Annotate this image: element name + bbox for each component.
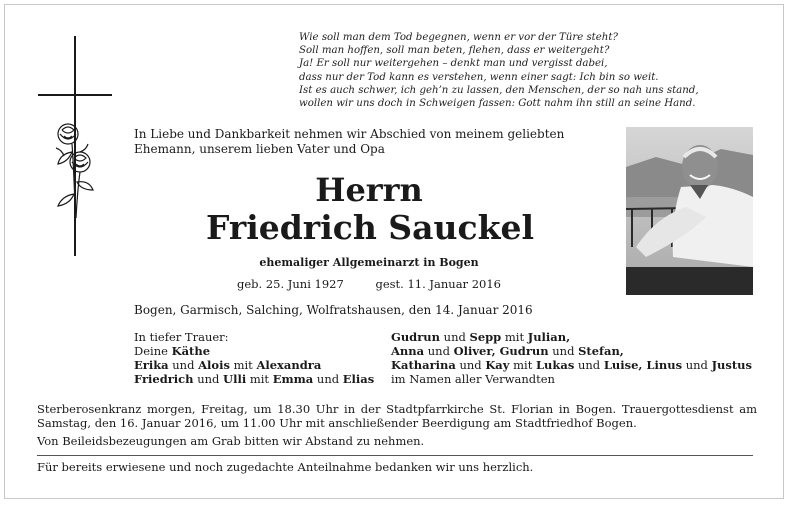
mourner-line: [391, 330, 752, 344]
mourner-text: und: [424, 344, 454, 358]
mourner-text: mit: [501, 330, 528, 344]
mourner-line: [134, 372, 374, 386]
mourner-name: Justus: [711, 358, 753, 372]
mourner-name: Elias: [342, 372, 375, 386]
thanks-note: Für bereits erwiesene und noch zugedachte Anteilnahme bedanken wir uns herzlich.: [37, 460, 534, 474]
mourner-text: und: [440, 330, 470, 344]
divider: [37, 455, 753, 456]
poem-line: Ja! Er soll nur weitergehen – denkt man und vergisst dabei,: [299, 58, 608, 70]
mourner-text: und: [548, 344, 579, 358]
mourner-text: und: [313, 372, 343, 386]
poem-line: Wie soll man dem Tod begegnen, wenn er vor der Türe steht?: [299, 32, 618, 43]
mourner-text: und: [574, 358, 604, 372]
mourner-name: Alois: [198, 358, 230, 372]
mourner-text: und: [168, 358, 199, 372]
mourners-left: [134, 330, 374, 386]
intro-line: Ehemann, unserem lieben Vater und Opa: [134, 141, 385, 156]
mourner-name: Oliver, Gudrun: [453, 344, 549, 358]
mourner-name: Ulli: [223, 372, 247, 386]
mourner-name: Kay: [485, 358, 510, 372]
mourner-name: Gudrun: [391, 330, 441, 344]
poem-line: wollen wir uns doch in Schweigen fassen: Gott nahm ihn still an seine Hand.: [299, 98, 696, 110]
mourner-name: Sepp: [469, 330, 502, 344]
poem-line: dass nur der Tod kann es verstehen, wenn einer sagt: Ich bin so weit.: [299, 71, 659, 83]
mourner-name: Friedrich: [134, 372, 194, 386]
poem: [299, 31, 769, 110]
poem-line: Ist es auch schwer, ich geh’n zu lassen, den Menschen, der so nah uns stand,: [299, 84, 699, 96]
poem-line: Soll man hoffen, soll man beten, flehen, dass er weitergeht?: [299, 45, 610, 57]
funeral-info: Sterberosenkranz morgen, Freitag, um 18.30 Uhr in der Stadtpfarrkirche St. Florian in Bogen. Trauergottesdienst am Samstag, den 16. Januar 2016, um 11.00 Uhr mit anschließender Beerdigung am Stadtfriedhof Bogen.: [37, 402, 757, 430]
birth-date: geb. 25. Juni 1927: [237, 277, 344, 291]
mourner-line: [391, 358, 752, 372]
cross-bar: [38, 94, 112, 96]
mourner-text: und: [193, 372, 224, 386]
mourner-text: In tiefer Trauer:: [134, 330, 229, 344]
mourners-right: [391, 330, 752, 386]
deceased-name: Friedrich Sauckel: [205, 208, 535, 247]
life-dates: [134, 277, 604, 291]
roses-icon: [50, 120, 100, 220]
mourner-name: Erika: [134, 358, 169, 372]
mourner-name: Anna: [391, 344, 425, 358]
profession: ehemaliger Allgemeinarzt in Bogen: [259, 256, 479, 269]
mourner-line: [134, 330, 374, 344]
portrait-photo: [626, 127, 753, 295]
salutation: Herrn: [315, 171, 423, 209]
mourner-text: und: [682, 358, 712, 372]
mourner-text: mit: [246, 372, 273, 386]
mourner-line: [134, 344, 374, 358]
mourner-line: [391, 372, 752, 386]
mourner-name: Alexandra: [256, 358, 322, 372]
mourner-line: [391, 344, 752, 358]
mourner-name: Katharina: [391, 358, 456, 372]
place-date: Bogen, Garmisch, Salching, Wolfratshausen, den 14. Januar 2016: [134, 303, 533, 317]
mourner-text: mit: [509, 358, 536, 372]
mourner-text: und: [455, 358, 486, 372]
condolence-note: Von Beileidsbezeugungen am Grab bitten wir Abstand zu nehmen.: [37, 434, 425, 448]
mourner-name: Julian,: [527, 330, 571, 344]
intro-text: [134, 127, 604, 156]
death-date: gest. 11. Januar 2016: [375, 277, 501, 291]
mourner-line: [134, 358, 374, 372]
mourner-text: Deine: [134, 344, 172, 358]
mourner-text: im Namen aller Verwandten: [391, 372, 555, 386]
mourner-text: mit: [229, 358, 257, 372]
intro-line: In Liebe und Dankbarkeit nehmen wir Abschied von meinem geliebten: [134, 127, 565, 141]
mourner-name: Lukas: [535, 358, 575, 372]
mourner-name: Luise, Linus: [603, 358, 683, 372]
mourner-name: Emma: [272, 372, 314, 386]
portrait-image: [626, 127, 753, 295]
mourner-name: Stefan,: [578, 344, 624, 358]
mourner-name: Käthe: [171, 344, 211, 358]
